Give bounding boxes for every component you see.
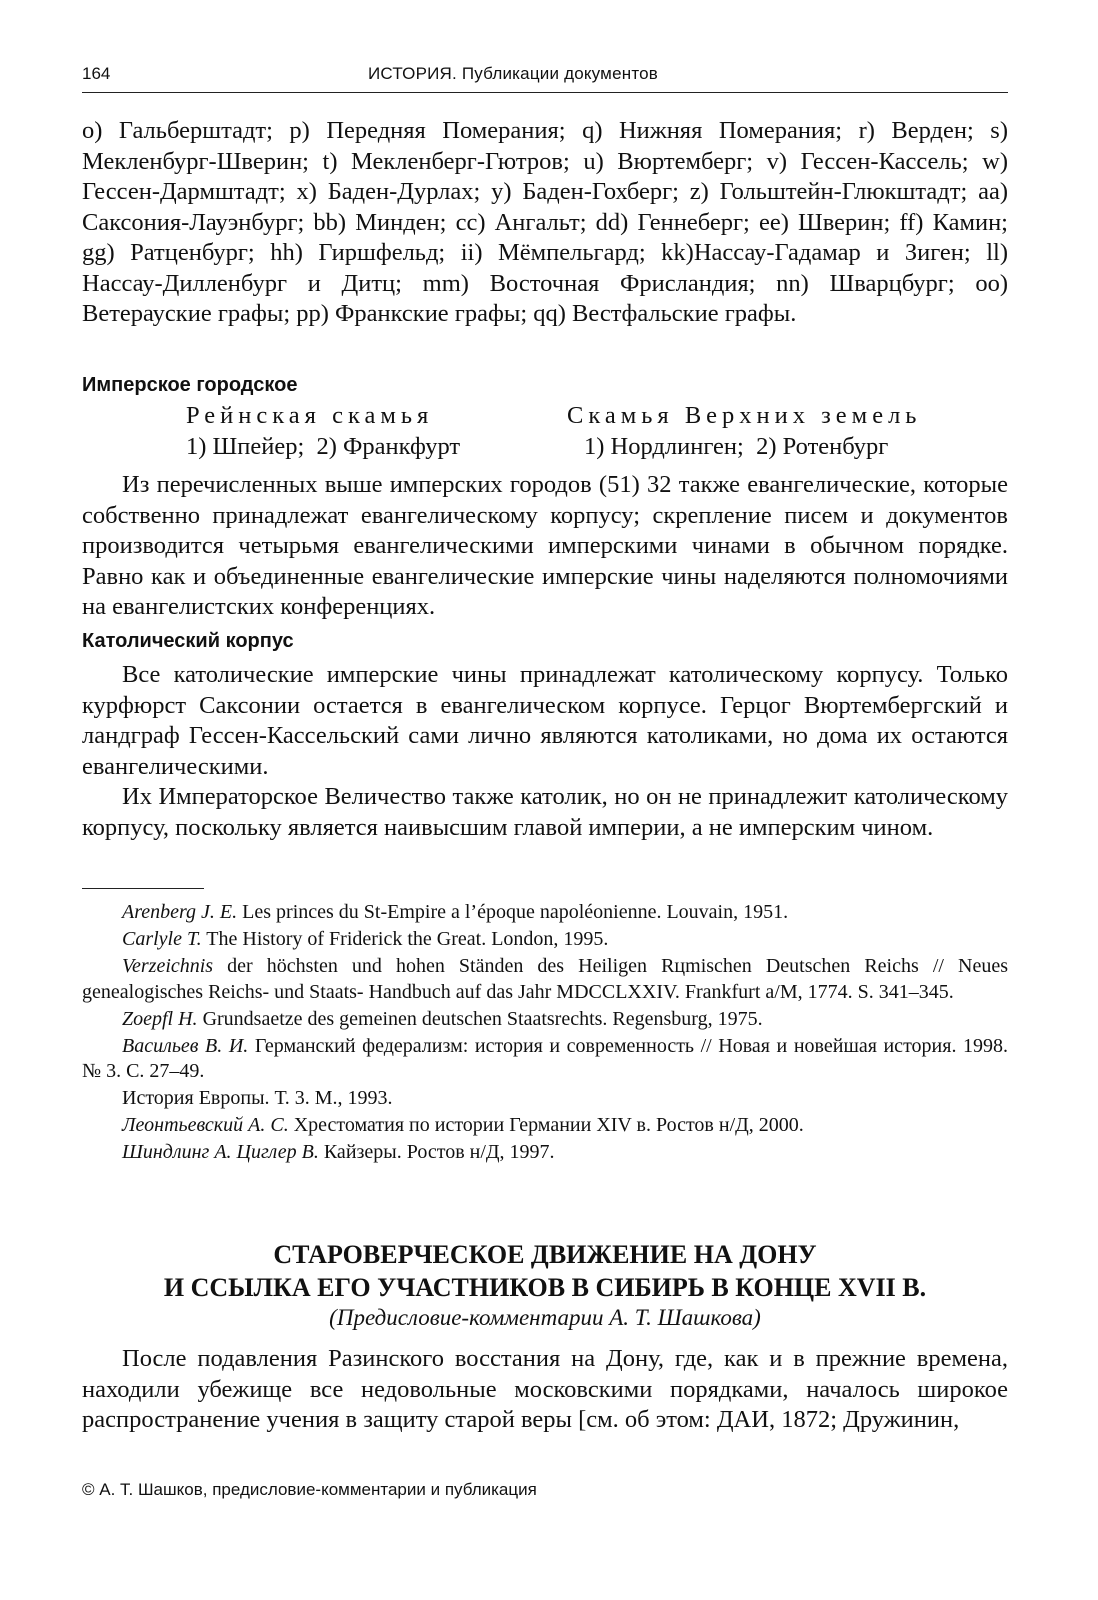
article-paragraph: [82, 1344, 1008, 1436]
reference-item: Леонтьевский А. С. Хрестоматия по истории Германии XIV в. Ростов н/Д, 2000.: [122, 1114, 804, 1136]
reference-author: Шиндлинг А. Циглер В.: [122, 1141, 319, 1163]
reference-item: Васильев В. И. Германский федерализм: история и современность // Новая и новейшая история. 1998. № 3. С. 27–49.: [82, 1034, 1009, 1082]
article-title: [82, 1238, 1008, 1304]
rhine-bench-items: 1) Шпейер; 2) Франкфурт: [186, 433, 461, 460]
reference-author: Verzeichnis: [122, 955, 214, 977]
reference-item: Шиндлинг А. Циглер В. Кайзеры. Ростов н/Д, 1997.: [122, 1141, 555, 1163]
references-divider: [82, 888, 204, 889]
reference-author: Zoepfl H.: [122, 1007, 198, 1030]
catholic-paragraph-1: Все католические имперские чины принадлежат католическому корпусу. Только курфюрст Саксонии остается в евангелическом корпусе. Герцог Вюртембергский и ландграф Гессен-Кассельский сами лично являются католиками, но дома их остаются евангелическими.: [82, 661, 1008, 780]
article-paragraph-text: После подавления Разинского восстания на Дону, где, как и в прежние времена, находили убежище все недовольные московскими порядками, началось широкое распространение учения в защиту старой веры [см. об этом: ДАИ, 1872; Дружинин,: [82, 1345, 1008, 1433]
reference-item: Carlyle T. The History of Friderick the Great. London, 1995.: [122, 928, 609, 950]
running-header: [82, 64, 1008, 93]
reference-author: Васильев В. И.: [122, 1034, 249, 1057]
copyright-notice: © А. Т. Шашков, предисловие-комментарии и публикация: [82, 1480, 537, 1499]
catholic-heading: Католический корпус: [82, 630, 294, 652]
article-title-line-2: И ССЫЛКА ЕГО УЧАСТНИКОВ В СИБИРЬ В КОНЦЕ XVII В.: [163, 1273, 927, 1302]
catholic-paragraphs: [82, 660, 1008, 843]
states-list-paragraph: [82, 116, 1008, 330]
reference-item: Verzeichnis der höchsten und hohen Ständen des Heiligen Rцmischen Deutschen Reichs // Neues genealogisches Reichs- und Staats- Handbuch auf das Jahr MDCCLXXIV. Frankfurt a/M, 1774. S. 341–345.: [82, 955, 1008, 1003]
catholic-paragraph-2: Их Императорское Величество также католик, но он не принадлежит католическому корпусу, поскольку является наивысшим главой империи, а не имперским чином.: [82, 783, 1008, 841]
reference-item: Zoepfl H. Grundsaetze des gemeinen deutschen Staatsrechts. Regensburg, 1975.: [122, 1007, 763, 1030]
upper-bench-items: 1) Нордлинген; 2) Ротенбург: [584, 433, 889, 460]
imperial-city-text: Из перечисленных выше имперских городов (51) 32 также евангелические, которые собственно принадлежат евангелическому корпусу; скрепление писем и документов производится четырьмя евангелическими имперскими чинами в обычном порядке. Равно как и объединенные евангелические имперские чины наделяются полномочиями на евангелистских конференциях.: [82, 471, 1008, 620]
article-subtitle: (Предисловие-комментарии А. Т. Шашкова): [329, 1305, 761, 1330]
imperial-city-paragraph: [82, 470, 1008, 623]
references-list: [82, 900, 1008, 1167]
rhine-bench-title: Рейнская скамья: [186, 402, 434, 429]
reference-item: Arenberg J. E. Les princes du St-Empire a l’époque napoléonienne. Louvain, 1951.: [122, 901, 789, 923]
article-title-line-1: СТАРОВЕРЧЕСКОЕ ДВИЖЕНИЕ НА ДОНУ: [273, 1240, 817, 1269]
upper-bench-title: Скамья Верхних земель: [567, 402, 922, 429]
running-title: ИСТОРИЯ. Публикации документов: [368, 64, 658, 83]
imperial-city-heading: Имперское городское: [82, 374, 298, 396]
page-number: 164: [82, 64, 111, 83]
reference-author: Carlyle T.: [122, 928, 202, 950]
reference-author: Леонтьевский А. С.: [122, 1114, 289, 1136]
states-list-text: o) Гальберштадт; p) Передняя Померания; q) Нижняя Померания; r) Верден; s) Мекленбург-Шверин; t) Мекленберг-Гютров; u) Вюртемберг; v) Гессен-Кассель; w) Гессен-Дармштадт; x) Баден-Дурлах; y) Баден-Гохберг; z) Гольштейн-Глюкштадт; aa) Саксония-Лауэнбург; bb) Минден; cc) Ангальт; dd) Геннеберг; ee) Шверин; ff) Камин; gg) Ратценбург; hh) Гиршфельд; ii) Мёмпельгард; kk)Нассау-Гадамар и Зиген; ll) Нассау-Дилленбург и Дитц; mm) Восточная Фрисландия; nn) Шварцбург; oo) Ветерауские графы; pp) Франкские графы; qq) Вестфальские графы.: [82, 117, 1008, 327]
reference-item: История Европы. Т. 3. М., 1993.: [122, 1087, 393, 1109]
reference-author: Arenberg J. E.: [122, 901, 238, 923]
